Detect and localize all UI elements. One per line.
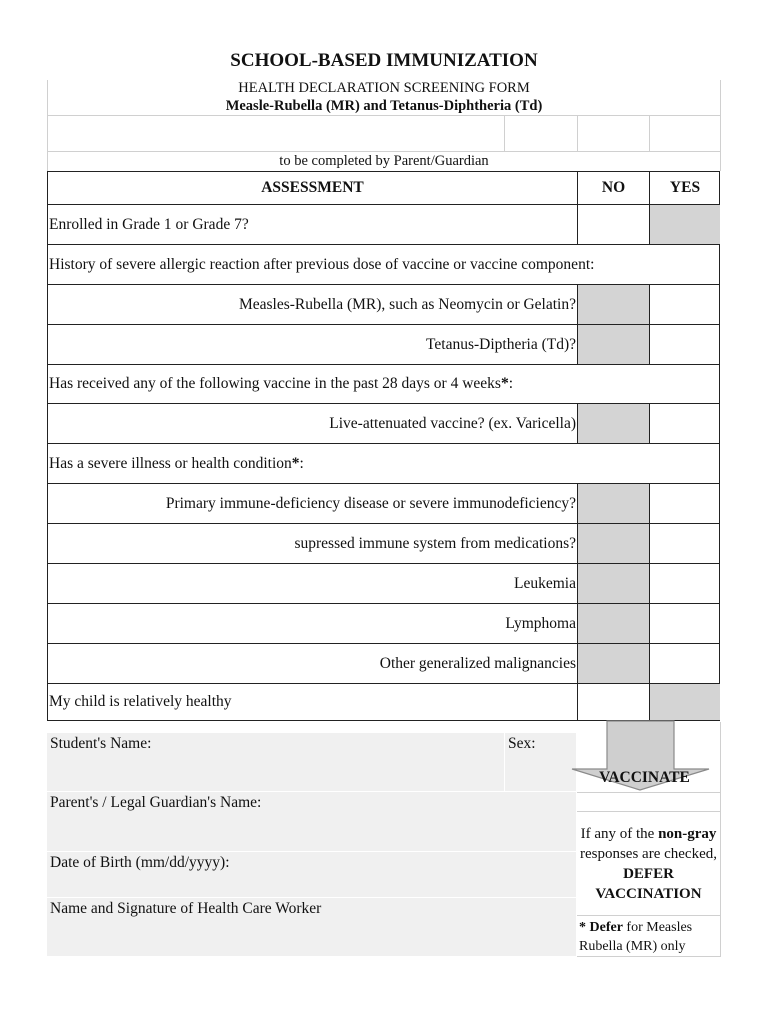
grid-line <box>577 915 720 916</box>
table-header-row <box>48 172 720 204</box>
question-text: Other generalized malignancies <box>379 654 576 672</box>
answer-no-cell[interactable] <box>577 564 649 603</box>
grid-line <box>47 151 720 152</box>
answer-yes-cell[interactable] <box>649 644 720 683</box>
answer-no-cell[interactable] <box>577 404 649 443</box>
question-text: Tetanus-Diptheria (Td)? <box>426 335 576 353</box>
answer-yes-cell[interactable] <box>649 564 720 603</box>
dob-label: Date of Birth (mm/dd/yyyy): <box>50 854 230 871</box>
answer-yes-cell[interactable] <box>649 285 720 324</box>
answer-yes-cell[interactable] <box>649 524 720 563</box>
asterisk-mark: * <box>500 375 509 392</box>
grid-line <box>47 115 720 116</box>
date-of-birth-field[interactable] <box>47 852 576 897</box>
answer-yes-cell[interactable] <box>649 404 720 443</box>
asterisk-mark: * <box>291 454 300 472</box>
answer-yes-cell[interactable] <box>649 484 720 523</box>
form-title: SCHOOL-BASED IMMUNIZATION <box>230 50 538 71</box>
non-gray-text: non-gray <box>658 826 717 842</box>
answer-yes-cell[interactable] <box>649 205 720 244</box>
grid-line <box>577 115 578 151</box>
defer-note: * Defer for Measles Rubella (MR) only <box>579 920 693 954</box>
grid-line <box>504 115 505 151</box>
defer-vaccination-text: DEFER VACCINATION <box>595 866 702 902</box>
question-text: Leukemia <box>514 574 576 592</box>
vaccine-names: Measle-Rubella (MR) and Tetanus-Diphtheria (Td) <box>225 98 543 114</box>
header-no: NO <box>577 172 649 204</box>
answer-yes-cell[interactable] <box>649 684 720 720</box>
header-yes: YES <box>649 172 720 204</box>
table-row <box>48 643 720 683</box>
answer-no-cell[interactable] <box>577 684 649 720</box>
assessment-table <box>47 171 720 721</box>
answer-no-cell[interactable] <box>577 205 649 244</box>
guardian-name-field[interactable] <box>47 792 576 851</box>
sex-label: Sex: <box>508 735 536 752</box>
instructions-text: to be completed by Parent/Guardian <box>279 153 489 169</box>
section-text: History of severe allergic reaction after previous dose of vaccine or vaccine component: <box>49 255 595 273</box>
section-text: Has a severe illness or health condition * : <box>49 454 304 472</box>
answer-yes-cell[interactable] <box>649 325 720 364</box>
student-name-label: Student's Name: <box>50 735 152 752</box>
question-text: Primary immune-deficiency disease or severe immunodeficiency? <box>165 494 576 512</box>
table-row <box>48 403 720 443</box>
table-row <box>48 284 720 324</box>
grid-line <box>577 811 720 812</box>
table-row <box>48 364 720 403</box>
table-row <box>48 563 720 603</box>
guardian-name-label: Parent's / Legal Guardian's Name: <box>50 794 262 811</box>
table-row <box>48 603 720 643</box>
grid-line <box>720 722 721 957</box>
student-name-field[interactable] <box>47 733 504 791</box>
answer-no-cell[interactable] <box>577 524 649 563</box>
section-text: Has received any of the following vaccine in the past 28 days or 4 weeks * : <box>49 375 513 392</box>
table-row <box>48 483 720 523</box>
table-row <box>48 443 720 483</box>
grid-line <box>649 115 650 151</box>
question-text: Enrolled in Grade 1 or Grade 7? <box>49 215 249 233</box>
table-row <box>48 324 720 364</box>
health-worker-label: Name and Signature of Health Care Worker <box>50 900 322 917</box>
sex-field[interactable] <box>505 733 576 791</box>
table-row <box>48 523 720 563</box>
health-worker-field[interactable] <box>47 898 576 956</box>
grid-line <box>577 956 720 957</box>
form-subtitle: HEALTH DECLARATION SCREENING FORM <box>238 80 530 96</box>
answer-yes-cell[interactable] <box>649 604 720 643</box>
table-row <box>48 683 720 720</box>
question-text: Measles-Rubella (MR), such as Neomycin or Gelatin? <box>238 295 576 313</box>
question-text: supressed immune system from medications? <box>294 534 576 552</box>
answer-no-cell[interactable] <box>577 604 649 643</box>
grid-line <box>577 792 720 793</box>
header-assessment: ASSESSMENT <box>261 179 364 196</box>
answer-no-cell[interactable] <box>577 325 649 364</box>
question-text: Live-attenuated vaccine? (ex. Varicella) <box>329 414 576 432</box>
answer-no-cell[interactable] <box>577 484 649 523</box>
answer-no-cell[interactable] <box>577 644 649 683</box>
defer-instruction: If any of the non-gray responses are checked, DEFER VACCINATION <box>579 826 717 902</box>
table-row <box>48 244 720 284</box>
table-row <box>48 204 720 244</box>
question-text: My child is relatively healthy <box>49 693 232 710</box>
question-text: Lymphoma <box>505 614 576 632</box>
vaccinate-label: VACCINATE <box>599 769 690 786</box>
answer-no-cell[interactable] <box>577 285 649 324</box>
